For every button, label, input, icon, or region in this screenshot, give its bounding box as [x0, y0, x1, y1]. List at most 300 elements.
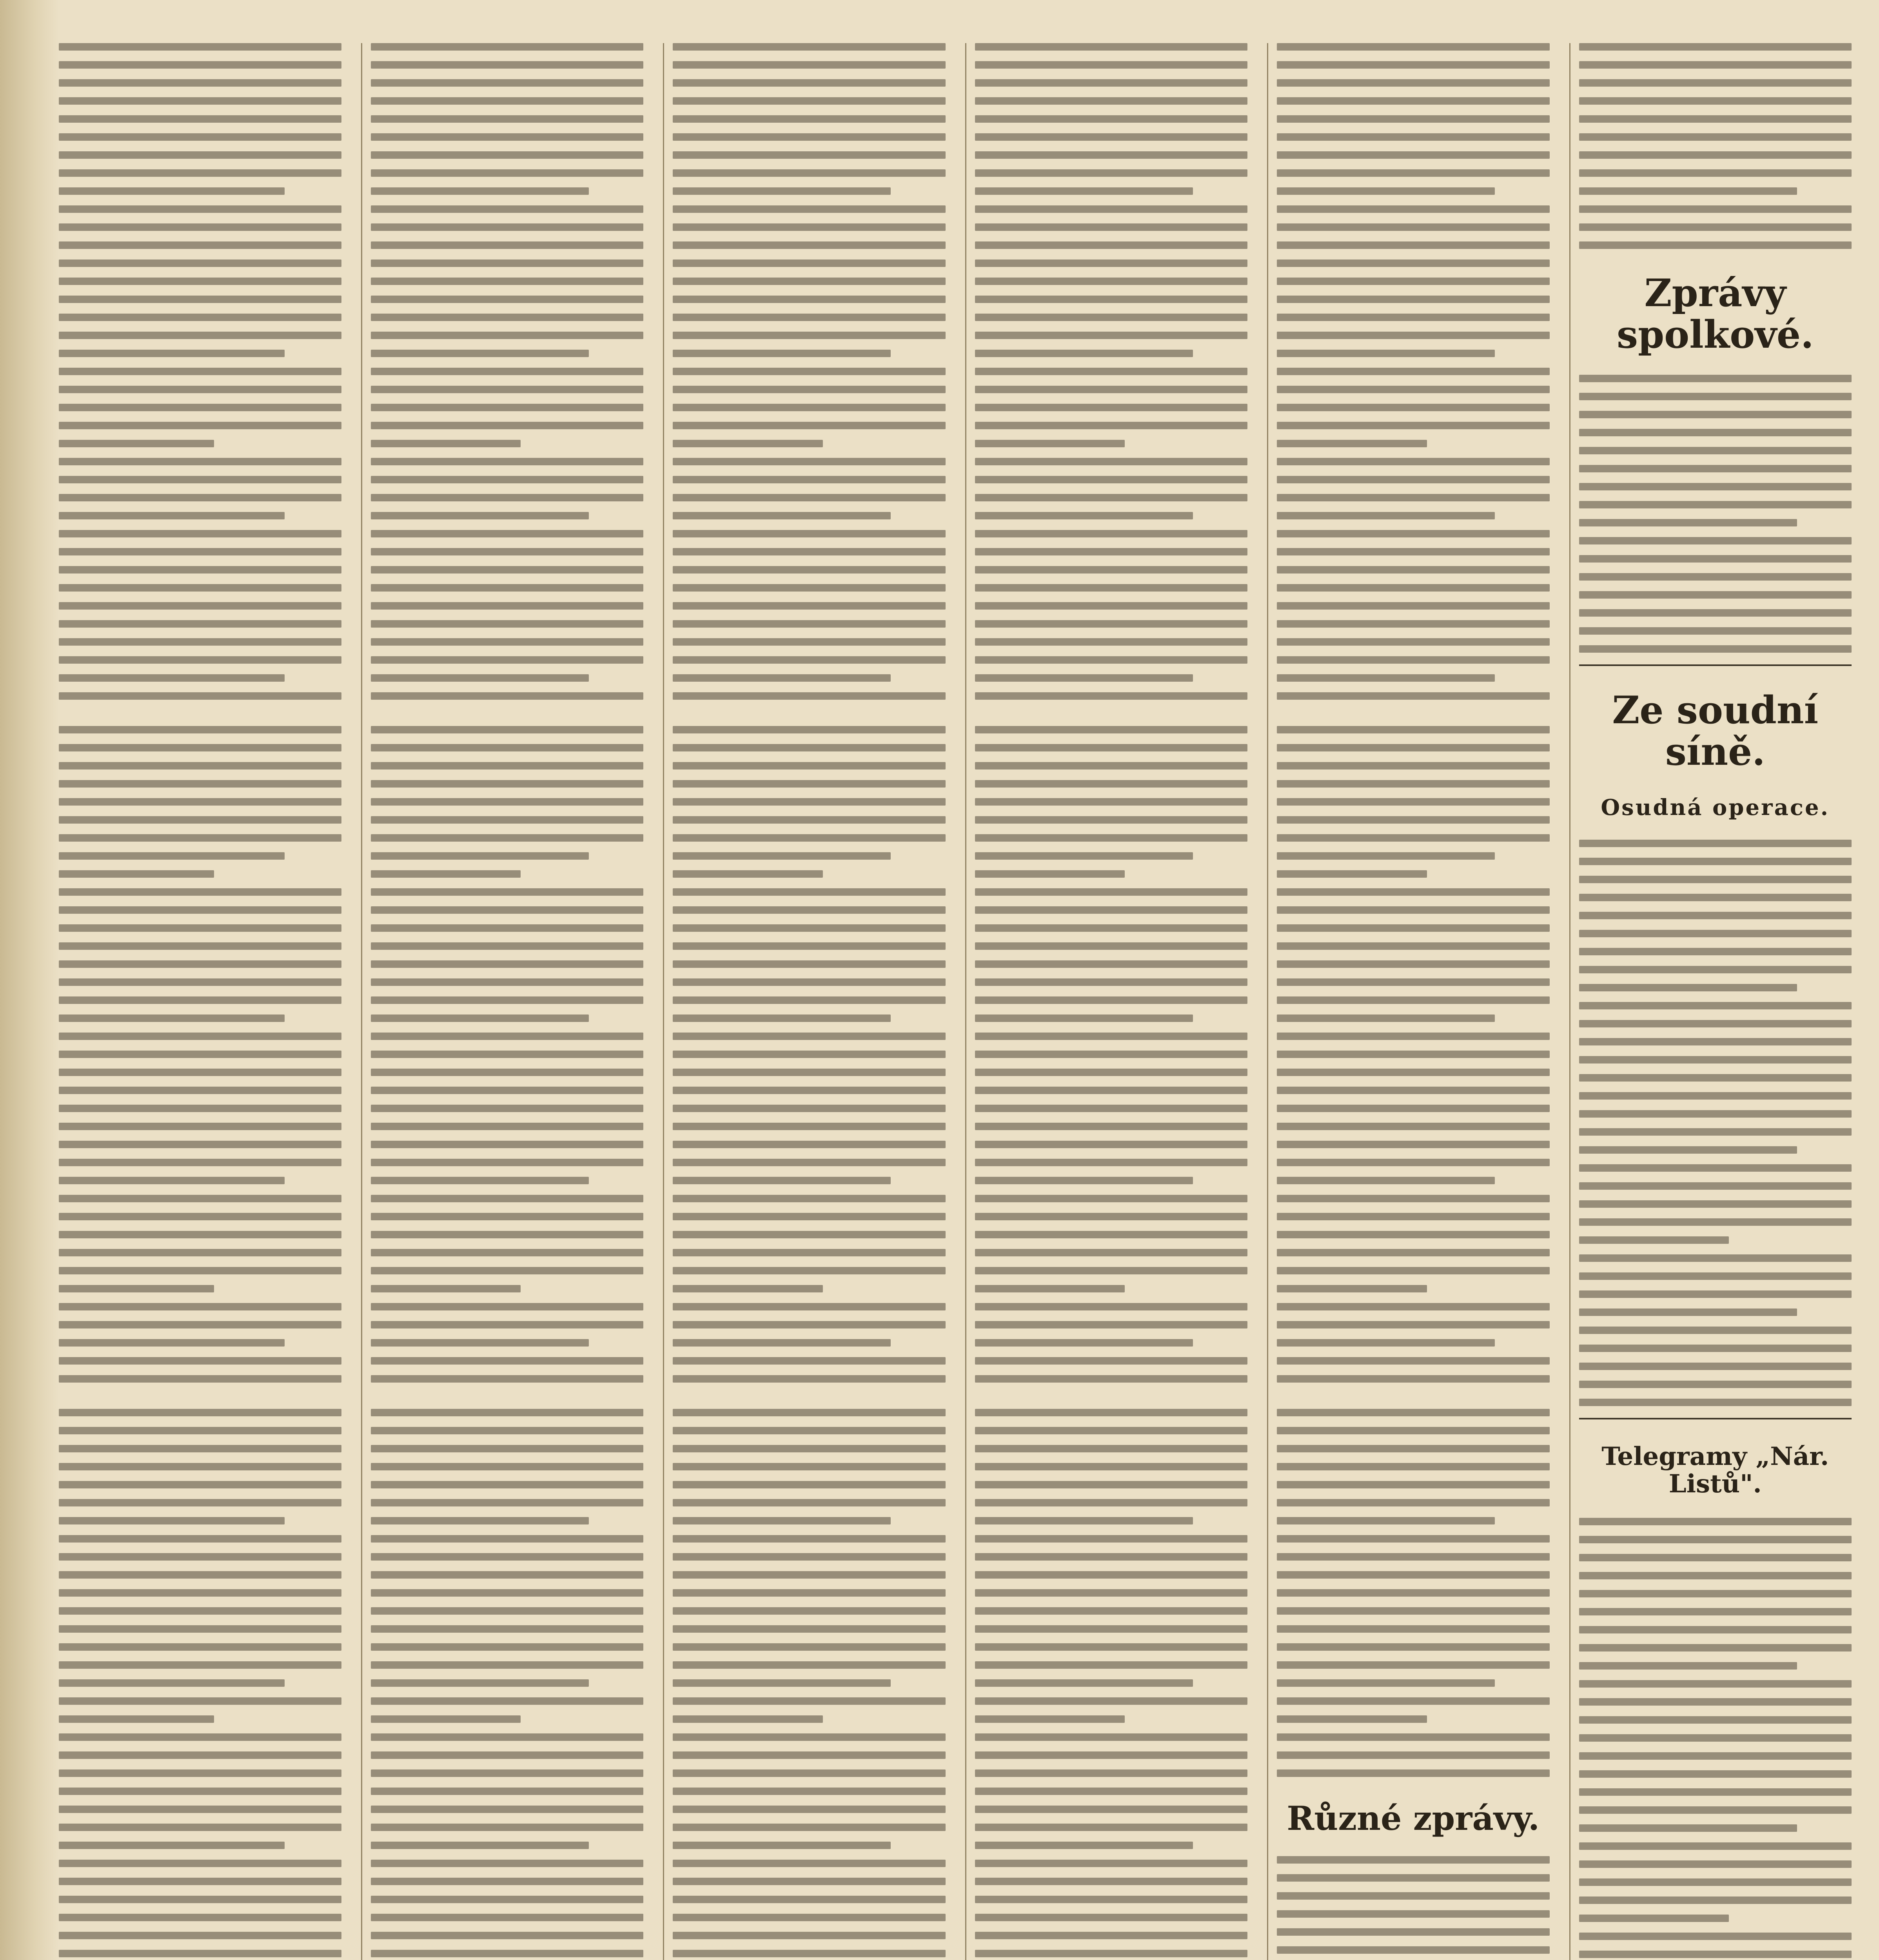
- text-line: [673, 924, 946, 932]
- text-line: [1277, 1481, 1550, 1488]
- text-line: [975, 115, 1248, 123]
- text-line: [371, 1571, 644, 1579]
- text-line: [59, 638, 341, 646]
- text-line: [1277, 530, 1550, 537]
- text-line: [59, 1267, 341, 1274]
- text-line: [1277, 1249, 1550, 1256]
- text-line: [1277, 1589, 1550, 1597]
- text-line: [673, 1860, 946, 1867]
- text-line: [1277, 1517, 1495, 1524]
- text-line: [1579, 1590, 1852, 1597]
- text-line: [59, 1679, 285, 1687]
- text-line: [975, 1339, 1193, 1347]
- text-line: [59, 602, 341, 610]
- text-line: [1277, 278, 1550, 285]
- text-line: [1579, 1254, 1852, 1262]
- text-line: [975, 816, 1248, 824]
- text-line: [1277, 1051, 1550, 1058]
- text-line: [371, 692, 644, 700]
- text-line: [975, 97, 1248, 105]
- text-line: [59, 1481, 341, 1488]
- text-line: [673, 241, 946, 249]
- paragraph-gap: [371, 1393, 644, 1409]
- text-line: [371, 638, 644, 646]
- text-line: [673, 978, 946, 986]
- text-line: [371, 350, 589, 357]
- text-line: [1579, 912, 1852, 919]
- text-line: [975, 494, 1248, 501]
- text-line: [975, 1571, 1248, 1579]
- text-line: [371, 115, 644, 123]
- text-line: [975, 888, 1248, 896]
- text-line: [1277, 1123, 1550, 1130]
- text-line: [673, 744, 946, 751]
- text-line: [59, 1517, 285, 1524]
- text-line: [975, 314, 1248, 321]
- text-line: [975, 1357, 1248, 1365]
- text-line: [673, 350, 891, 357]
- text-line: [975, 332, 1248, 339]
- text-line: [59, 458, 341, 465]
- text-line: [59, 205, 341, 213]
- text-line: [1579, 79, 1852, 87]
- text-line: [673, 1445, 946, 1452]
- text-line: [673, 476, 946, 483]
- text-line: [371, 79, 644, 87]
- text-line: [59, 1571, 341, 1579]
- text-line: [975, 852, 1193, 860]
- text-line: [975, 1842, 1193, 1849]
- text-line: [59, 512, 285, 519]
- text-line: [371, 187, 589, 195]
- text-line: [975, 1878, 1248, 1885]
- text-line: [1579, 1662, 1797, 1670]
- text-line: [975, 1463, 1248, 1470]
- text-line: [975, 350, 1193, 357]
- text-line: [673, 1733, 946, 1741]
- text-line: [975, 1285, 1125, 1292]
- text-line: [59, 530, 341, 537]
- text-line: [371, 1589, 644, 1597]
- text-line: [1277, 924, 1550, 932]
- text-line: [371, 1715, 521, 1723]
- text-line: [59, 187, 285, 195]
- text-line: [371, 834, 644, 842]
- text-line: [59, 1159, 341, 1166]
- text-line: [673, 1914, 946, 1921]
- text-line: [1579, 1218, 1852, 1226]
- text-line: [975, 1321, 1248, 1328]
- text-line: [673, 692, 946, 700]
- text-line: [975, 1087, 1248, 1094]
- text-line: [371, 314, 644, 321]
- text-line: [59, 1213, 341, 1220]
- text-line: [371, 1445, 644, 1452]
- text-line: [975, 780, 1248, 788]
- text-line: [673, 762, 946, 769]
- text-line: [1277, 205, 1550, 213]
- text-line: [59, 1643, 341, 1651]
- text-line: [673, 996, 946, 1004]
- text-line: [371, 978, 644, 986]
- text-line: [1277, 404, 1550, 411]
- text-line: [1579, 1092, 1852, 1100]
- column-1: [59, 43, 341, 1960]
- text-line: [975, 1769, 1248, 1777]
- text-line: [673, 1769, 946, 1777]
- text-line: [673, 1195, 946, 1202]
- text-line: [673, 1409, 946, 1416]
- text-line: [673, 852, 891, 860]
- text-line: [975, 762, 1248, 769]
- text-line: [371, 1481, 644, 1488]
- text-line: [371, 1141, 644, 1148]
- text-line: [1579, 97, 1852, 105]
- text-line: [1579, 858, 1852, 865]
- text-line: [371, 1105, 644, 1112]
- text-line: [1579, 375, 1852, 382]
- text-line: [673, 61, 946, 69]
- text-line: [673, 1878, 946, 1885]
- text-line: [1277, 548, 1550, 555]
- text-line: [59, 1589, 341, 1597]
- text-line: [1277, 1069, 1550, 1076]
- text-line: [673, 404, 946, 411]
- text-line: [371, 1607, 644, 1615]
- text-line: [673, 1285, 823, 1292]
- text-line: [59, 942, 341, 950]
- text-line: [371, 1427, 644, 1434]
- text-line: [1579, 1272, 1852, 1280]
- text-line: [371, 762, 644, 769]
- text-line: [59, 494, 341, 501]
- text-line: [371, 332, 644, 339]
- text-line: [673, 638, 946, 646]
- text-line: [673, 205, 946, 213]
- text-line: [975, 1914, 1248, 1921]
- text-line: [1579, 1716, 1852, 1724]
- text-line: [1277, 584, 1550, 592]
- column-4: [965, 43, 1248, 1960]
- text-line: [371, 1123, 644, 1130]
- text-line: [673, 1339, 891, 1347]
- text-line: [1579, 519, 1797, 526]
- text-line: [1277, 1535, 1550, 1543]
- text-line: [1277, 1303, 1550, 1310]
- text-line: [59, 762, 341, 769]
- text-line: [673, 1213, 946, 1220]
- text-line: [59, 368, 341, 375]
- text-line: [1277, 1625, 1550, 1633]
- text-line: [371, 780, 644, 788]
- text-line: [975, 1375, 1248, 1383]
- text-line: [673, 1535, 946, 1543]
- text-line: [1277, 296, 1550, 303]
- text-line: [1579, 1056, 1852, 1063]
- text-line: [59, 726, 341, 733]
- text-line: [59, 79, 341, 87]
- text-line: [975, 1535, 1248, 1543]
- text-line: [1277, 870, 1427, 878]
- text-line: [1579, 1128, 1852, 1136]
- text-line: [371, 1896, 644, 1903]
- text-line: [1277, 494, 1550, 501]
- text-line: [371, 1463, 644, 1470]
- text-line: [1579, 645, 1852, 653]
- text-line: [1277, 458, 1550, 465]
- text-line: [673, 798, 946, 806]
- text-line: [59, 1069, 341, 1076]
- text-line: [1277, 674, 1495, 682]
- text-line: [59, 332, 341, 339]
- text-line: [59, 1105, 341, 1112]
- text-line: [673, 151, 946, 159]
- text-line: [371, 1535, 644, 1543]
- text-line: [371, 1321, 644, 1328]
- text-line: [673, 79, 946, 87]
- text-line: [59, 1357, 341, 1365]
- text-line: [59, 548, 341, 555]
- text-line: [673, 278, 946, 285]
- text-line: [673, 494, 946, 501]
- text-line: [59, 674, 285, 682]
- text-line: [673, 422, 946, 429]
- paragraph-gap: [1277, 710, 1550, 726]
- text-line: [59, 1427, 341, 1434]
- text-line: [1277, 97, 1550, 105]
- text-line: [673, 187, 891, 195]
- text-line: [1277, 1499, 1550, 1506]
- text-line: [371, 1339, 589, 1347]
- text-line: [59, 1303, 341, 1310]
- text-line: [975, 1860, 1248, 1867]
- text-line: [59, 1950, 341, 1957]
- text-line: [673, 1321, 946, 1328]
- text-line: [1277, 1751, 1550, 1759]
- text-line: [371, 1357, 644, 1365]
- text-line: [1277, 1357, 1550, 1365]
- text-line: [371, 1788, 644, 1795]
- text-line: [1579, 1644, 1852, 1651]
- text-line: [371, 1625, 644, 1633]
- text-line: [673, 1679, 891, 1687]
- text-line: [59, 1878, 341, 1885]
- text-line: [673, 674, 891, 682]
- text-line: [975, 798, 1248, 806]
- text-line: [1579, 1680, 1852, 1688]
- text-line: [59, 278, 341, 285]
- text-line: [975, 43, 1248, 51]
- text-line: [673, 834, 946, 842]
- text-line: [371, 1932, 644, 1939]
- text-line: [1277, 1769, 1550, 1777]
- text-line: [673, 566, 946, 573]
- text-line: [1277, 187, 1495, 195]
- text-line: [1277, 960, 1550, 968]
- text-line: [59, 1715, 214, 1723]
- text-line: [59, 1769, 341, 1777]
- text-line: [975, 422, 1248, 429]
- text-line: [1579, 573, 1852, 581]
- text-line: [673, 260, 946, 267]
- text-line: [371, 602, 644, 610]
- text-line: [371, 1842, 589, 1849]
- text-line: [59, 404, 341, 411]
- text-line: [1579, 43, 1852, 51]
- text-line: [371, 1159, 644, 1166]
- text-line: [673, 656, 946, 664]
- text-line: [975, 548, 1248, 555]
- text-line: [59, 1445, 341, 1452]
- text-line: [673, 1932, 946, 1939]
- text-line: [371, 205, 644, 213]
- text-line: [975, 440, 1125, 447]
- text-line: [975, 169, 1248, 177]
- text-line: [1277, 61, 1550, 69]
- text-line: [1579, 1399, 1852, 1406]
- text-line: [371, 548, 644, 555]
- text-line: [59, 1463, 341, 1470]
- text-line: [59, 1123, 341, 1130]
- text-line: [59, 1051, 341, 1058]
- text-line: [975, 620, 1248, 628]
- text-line: [673, 512, 891, 519]
- text-line: [371, 1267, 644, 1274]
- text-line: [975, 1643, 1248, 1651]
- text-line: [371, 1213, 644, 1220]
- text-line: [59, 1141, 341, 1148]
- text-line: [371, 1499, 644, 1506]
- text-line: [371, 1195, 644, 1202]
- text-line: [59, 223, 341, 231]
- text-line: [975, 530, 1248, 537]
- column-6: [1569, 43, 1852, 1960]
- text-line: [1579, 223, 1852, 231]
- text-line: [673, 169, 946, 177]
- text-line: [673, 1824, 946, 1831]
- text-line: [673, 1607, 946, 1615]
- text-line: [673, 314, 946, 321]
- text-line: [371, 1051, 644, 1058]
- text-line: [975, 1409, 1248, 1416]
- text-line: [371, 440, 521, 447]
- text-line: [1579, 1860, 1852, 1868]
- text-line: [673, 620, 946, 628]
- text-line: [673, 726, 946, 733]
- text-line: [1579, 1345, 1852, 1352]
- text-line: [975, 1195, 1248, 1202]
- text-line: [1579, 133, 1852, 141]
- text-line: [975, 1303, 1248, 1310]
- text-line: [59, 440, 214, 447]
- text-line: [59, 1231, 341, 1238]
- text-line: [673, 530, 946, 537]
- text-line: [59, 888, 341, 896]
- text-line: [371, 870, 521, 878]
- text-line: [371, 1069, 644, 1076]
- text-line: [975, 906, 1248, 914]
- paragraph-gap: [673, 710, 946, 726]
- text-line: [1277, 1733, 1550, 1741]
- text-line: [975, 205, 1248, 213]
- text-line: [1579, 1572, 1852, 1579]
- text-line: [1579, 1698, 1852, 1706]
- text-line: [673, 1481, 946, 1488]
- text-columns: [59, 43, 1852, 1960]
- text-line: [673, 602, 946, 610]
- text-line: [1277, 350, 1495, 357]
- text-line: [673, 223, 946, 231]
- text-line: [975, 1499, 1248, 1506]
- text-line: [59, 780, 341, 788]
- text-line: [1277, 133, 1550, 141]
- text-line: [371, 584, 644, 592]
- text-line: [371, 674, 589, 682]
- text-line: [975, 1625, 1248, 1633]
- text-line: [59, 169, 341, 177]
- text-line: [673, 1806, 946, 1813]
- text-line: [59, 1661, 341, 1669]
- text-line: [1277, 942, 1550, 950]
- heading-telegramy: Telegramy „Nár. Listů".: [1601, 1441, 1829, 1499]
- text-line: [59, 1375, 341, 1383]
- text-line: [59, 978, 341, 986]
- text-line: [1579, 1806, 1852, 1814]
- heading-ruzne-zpravy: Různé zprávy.: [1287, 1799, 1540, 1838]
- text-line: [59, 1914, 341, 1921]
- text-line: [1579, 115, 1852, 123]
- text-line: [371, 404, 644, 411]
- text-line: [673, 906, 946, 914]
- text-line: [673, 1105, 946, 1112]
- text-line: [1277, 1375, 1550, 1383]
- text-line: [1277, 1874, 1550, 1882]
- text-line: [371, 368, 644, 375]
- paragraph-gap: [59, 710, 341, 726]
- text-line: [1579, 61, 1852, 69]
- text-line: [1277, 780, 1550, 788]
- text-line: [1579, 1951, 1852, 1958]
- heading-zpravy-spolkove: Zprávy spolkové.: [1617, 271, 1814, 357]
- text-line: [1579, 1146, 1797, 1154]
- text-line: [1579, 1536, 1852, 1543]
- text-line: [1277, 852, 1495, 860]
- text-line: [1579, 591, 1852, 599]
- text-line: [1277, 602, 1550, 610]
- text-line: [371, 1697, 644, 1705]
- text-line: [1277, 656, 1550, 664]
- text-line: [673, 1625, 946, 1633]
- text-line: [1277, 978, 1550, 986]
- text-line: [975, 692, 1248, 700]
- text-line: [59, 584, 341, 592]
- text-line: [1579, 1020, 1852, 1027]
- text-line: [975, 1733, 1248, 1741]
- text-line: [673, 1014, 891, 1022]
- text-line: [1579, 948, 1852, 955]
- text-line: [673, 870, 823, 878]
- text-line: [673, 1896, 946, 1903]
- text-line: [975, 260, 1248, 267]
- text-line: [59, 692, 341, 700]
- text-line: [1579, 429, 1852, 436]
- text-line: [1579, 966, 1852, 973]
- text-line: [59, 1788, 341, 1795]
- text-line: [371, 798, 644, 806]
- text-line: [59, 1806, 341, 1813]
- text-line: [1277, 1213, 1550, 1220]
- text-line: [371, 1303, 644, 1310]
